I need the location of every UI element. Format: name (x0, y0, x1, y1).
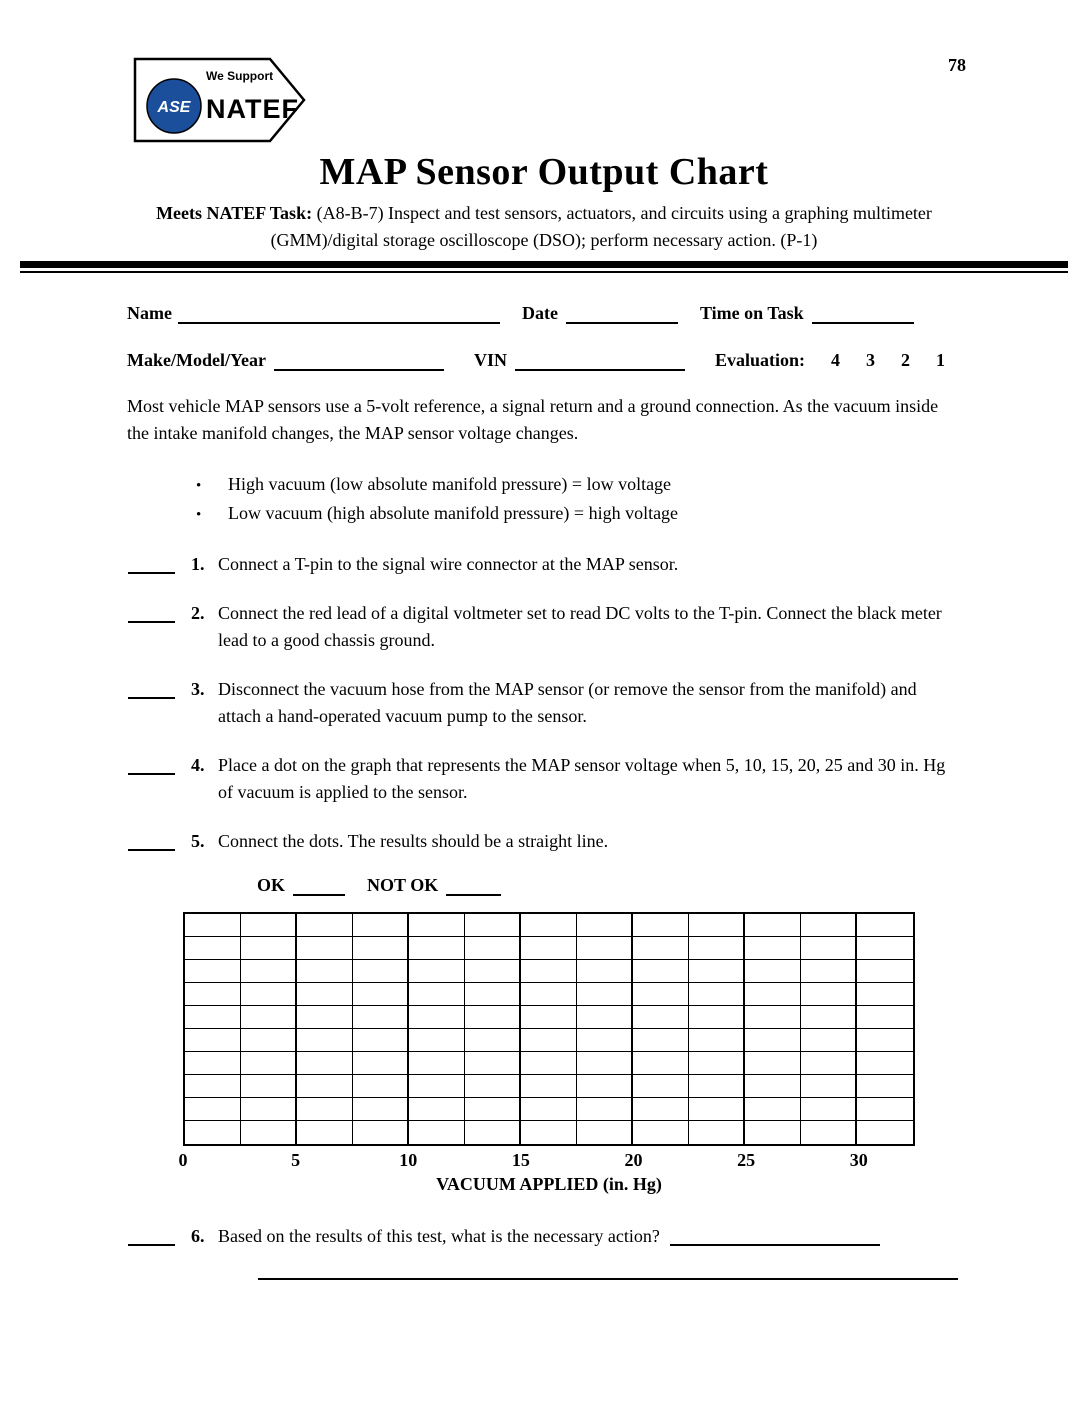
grid-cell (689, 960, 745, 983)
grid-cell (745, 1029, 801, 1052)
grid-cell (689, 1006, 745, 1029)
ase-icon (147, 79, 201, 133)
grid-cell (241, 1121, 297, 1144)
grid-cell (353, 1029, 409, 1052)
bullet-icon: • (196, 478, 202, 494)
step-text: Disconnect the vacuum hose from the MAP sensor (or remove the sensor from the manifold) and attach a hand-operated vacuum pump to the sensor. (218, 679, 917, 726)
grid-cell (633, 983, 689, 1006)
grid-cell (409, 960, 465, 983)
grid-cell (465, 983, 521, 1006)
ok-label: OK (257, 875, 286, 895)
natef-logo (132, 56, 308, 149)
grid-cell (185, 1121, 241, 1144)
grid-cell (857, 937, 913, 960)
step-item-5 (128, 828, 1088, 855)
grid-cell (409, 914, 465, 937)
grid-cell (745, 914, 801, 937)
step-status-blank (128, 558, 175, 574)
grid-cell (353, 1075, 409, 1098)
task-label: Meets NATEF Task: (156, 203, 313, 223)
grid-cell (577, 1052, 633, 1075)
step-text: Connect a T-pin to the signal wire connector at the MAP sensor. (218, 554, 679, 574)
divider-thick (20, 261, 1068, 268)
grid-cell (185, 1098, 241, 1121)
grid-cell (297, 937, 353, 960)
grid-cell (689, 983, 745, 1006)
step-number: 3. (191, 679, 205, 699)
grid-cell (521, 1052, 577, 1075)
grid-cell (689, 1052, 745, 1075)
step-status-blank (128, 835, 175, 851)
grid-cell (297, 1121, 353, 1144)
grid-cell (857, 1052, 913, 1075)
svg-text:ASE: ASE (157, 99, 191, 116)
grid-cell (241, 937, 297, 960)
bullet-item (196, 500, 1088, 529)
question-text: Based on the results of this test, what is the necessary action? (218, 1226, 660, 1246)
question-6 (128, 1223, 1088, 1250)
x-tick-label: 5 (291, 1150, 301, 1170)
grid-cell (241, 1052, 297, 1075)
grid-cell (577, 1098, 633, 1121)
grid-cell (353, 937, 409, 960)
grid-cell (689, 1098, 745, 1121)
grid-cell (857, 1075, 913, 1098)
question-number: 6. (191, 1226, 205, 1246)
divider-thin (20, 271, 1068, 273)
grid-cell (297, 1075, 353, 1098)
grid-cell (633, 937, 689, 960)
evaluation-label: Evaluation: (714, 350, 806, 370)
grid-cell (577, 937, 633, 960)
page-title: MAP Sensor Output Chart (319, 151, 769, 193)
grid-cell (409, 1075, 465, 1098)
grid-cell (185, 960, 241, 983)
natef-text: NATEF (206, 94, 299, 124)
grid-cell (801, 937, 857, 960)
step-text: Connect the red lead of a digital voltmeter set to read DC volts to the T-pin. Connect the black meter lead to a good chassis ground. (218, 603, 942, 650)
grid-cell (745, 1006, 801, 1029)
grid-cell (409, 983, 465, 1006)
grid-cell (857, 1121, 913, 1144)
task-text: (A8-B-7) Inspect and test sensors, actuators, and circuits using a graphing multimeter (GMM)/digital storage oscilloscope (DSO); perform necessary action. (P-1) (270, 203, 932, 250)
grid-cell (521, 1006, 577, 1029)
x-tick-label: 20 (624, 1150, 643, 1170)
grid-cell (465, 1075, 521, 1098)
step-number: 2. (191, 603, 205, 623)
step-number: 1. (191, 554, 205, 574)
grid-cell (801, 960, 857, 983)
grid-cell (241, 1098, 297, 1121)
x-tick-label: 0 (178, 1150, 188, 1170)
grid-cell (185, 1029, 241, 1052)
grid-cell (409, 1121, 465, 1144)
grid-cell (577, 1121, 633, 1144)
grid-cell (633, 914, 689, 937)
grid-cell (409, 1029, 465, 1052)
grid-cell (857, 1029, 913, 1052)
grid-cell (745, 1075, 801, 1098)
grid-cell (185, 1075, 241, 1098)
x-tick-label: 25 (737, 1150, 756, 1170)
grid-cell (353, 1121, 409, 1144)
grid-cell (633, 1006, 689, 1029)
bullet-text: High vacuum (low absolute manifold pressure) = low voltage (228, 474, 672, 494)
grid-cell (689, 1029, 745, 1052)
grid-cell (185, 983, 241, 1006)
step-item-3 (128, 676, 1088, 730)
grid-cell (577, 1075, 633, 1098)
grid-cell (633, 1052, 689, 1075)
grid-cell (745, 1121, 801, 1144)
grid-cell (297, 1098, 353, 1121)
bullet-icon: • (196, 507, 202, 523)
x-tick-label: 10 (399, 1150, 418, 1170)
name-label: Name (127, 303, 172, 323)
grid-cell (689, 1121, 745, 1144)
grid-cell (409, 1006, 465, 1029)
grid-cell (521, 914, 577, 937)
grid-cell (353, 960, 409, 983)
bullet-item (196, 471, 1088, 500)
make-model-year-blank (274, 355, 444, 371)
intro-paragraph: Most vehicle MAP sensors use a 5-volt reference, a signal return and a ground connection. As the vacuum inside the intake manifold changes, the MAP sensor voltage changes. (127, 396, 939, 443)
date-label: Date (521, 303, 558, 323)
grid-cell (577, 914, 633, 937)
x-tick-label: 30 (849, 1150, 868, 1170)
grid-cell (801, 983, 857, 1006)
grid-cell (633, 960, 689, 983)
form-row-identity (127, 303, 1088, 324)
grid-cell (353, 983, 409, 1006)
bullet-list (196, 471, 1088, 529)
grid-cell (409, 937, 465, 960)
grid-cell (353, 1098, 409, 1121)
bullet-text: Low vacuum (high absolute manifold pressure) = high voltage (228, 503, 679, 523)
grid-cell (745, 1098, 801, 1121)
answer-blank (670, 1230, 880, 1246)
grid-cell (857, 1098, 913, 1121)
step-status-blank (128, 607, 175, 623)
evaluation-value-4: 4 (831, 350, 841, 370)
evaluation-value-3: 3 (866, 350, 876, 370)
step-status-blank (128, 1230, 175, 1246)
natef-logo-graphic (132, 56, 308, 144)
grid-cell (465, 1098, 521, 1121)
grid-cell (801, 1121, 857, 1144)
grid-cell (801, 914, 857, 937)
grid-cell (185, 1006, 241, 1029)
grid-cell (521, 937, 577, 960)
step-status-blank (128, 759, 175, 775)
not-ok-label: NOT OK (367, 875, 439, 895)
grid-cell (801, 1006, 857, 1029)
vin-label: VIN (473, 350, 507, 370)
grid-cell (297, 1029, 353, 1052)
grid-cell (297, 960, 353, 983)
grid-cell (521, 1029, 577, 1052)
grid-cell (689, 1075, 745, 1098)
step-number: 5. (191, 831, 205, 851)
grid-cell (241, 1029, 297, 1052)
grid-cell (633, 1075, 689, 1098)
grid-cell (857, 1006, 913, 1029)
grid-cell (465, 1006, 521, 1029)
grid-cell (745, 960, 801, 983)
grid-cell (577, 1006, 633, 1029)
x-tick-label: 15 (511, 1150, 530, 1170)
grid-cell (353, 1052, 409, 1075)
grid-cell (745, 937, 801, 960)
grid-cell (521, 983, 577, 1006)
grid-cell (801, 1029, 857, 1052)
grid-cell (241, 1075, 297, 1098)
step-item-1 (128, 551, 1088, 578)
grid-cell (745, 1052, 801, 1075)
we-support-text: We Support (206, 69, 274, 83)
grid-cell (185, 914, 241, 937)
grid-cell (353, 914, 409, 937)
step-item-4 (128, 752, 1088, 806)
name-blank (178, 308, 500, 324)
grid-cell (857, 960, 913, 983)
grid-cell (577, 1029, 633, 1052)
grid-cell (465, 914, 521, 937)
grid-cell (521, 1098, 577, 1121)
time-on-task-label: Time on Task (699, 303, 804, 323)
vin-blank (515, 355, 685, 371)
grid-cell (801, 1098, 857, 1121)
step-item-2 (128, 600, 1088, 654)
grid-cell (857, 914, 913, 937)
make-model-year-label: Make/Model/Year (127, 350, 266, 370)
grid-cell (409, 1098, 465, 1121)
grid-cell (521, 1121, 577, 1144)
grid-cell (633, 1098, 689, 1121)
grid-cell (633, 1029, 689, 1052)
step-text: Connect the dots. The results should be a straight line. (218, 831, 609, 851)
natef-task-statement (114, 200, 974, 254)
grid-cell (297, 1052, 353, 1075)
grid-cell (297, 983, 353, 1006)
grid-cell (241, 960, 297, 983)
grid-cell (241, 914, 297, 937)
evaluation-value-2: 2 (901, 350, 911, 370)
grid-cell (465, 1052, 521, 1075)
grid-cell (465, 937, 521, 960)
grid-cell (857, 983, 913, 1006)
grid-cell (465, 1121, 521, 1144)
grid-cell (465, 1029, 521, 1052)
x-axis-ticks (178, 1150, 915, 1172)
grid-cell (297, 1006, 353, 1029)
grid-cell (465, 960, 521, 983)
grid-cell (353, 1006, 409, 1029)
answer-continuation-blank (258, 1266, 958, 1280)
not-ok-blank (446, 880, 501, 896)
graph-grid (183, 912, 915, 1146)
step-status-blank (128, 683, 175, 699)
ok-notok-row (257, 875, 1088, 896)
time-on-task-blank (812, 308, 914, 324)
ok-blank (293, 880, 345, 896)
grid-cell (633, 1121, 689, 1144)
step-number: 4. (191, 755, 205, 775)
grid-cell (689, 914, 745, 937)
grid-cell (577, 960, 633, 983)
grid-cell (185, 937, 241, 960)
x-axis-title: VACUUM APPLIED (in. Hg) (436, 1174, 662, 1194)
grid-cell (241, 983, 297, 1006)
page-number: 78 (948, 55, 966, 75)
grid-cell (801, 1052, 857, 1075)
evaluation-value-1: 1 (936, 350, 946, 370)
step-text: Place a dot on the graph that represents the MAP sensor voltage when 5, 10, 15, 20, 25 and 30 in. Hg of vacuum is applied to the sensor. (218, 755, 946, 802)
grid-cell (801, 1075, 857, 1098)
date-blank (566, 308, 678, 324)
grid-cell (689, 937, 745, 960)
grid-cell (745, 983, 801, 1006)
grid-cell (577, 983, 633, 1006)
grid-cell (297, 914, 353, 937)
grid-cell (521, 960, 577, 983)
grid-cell (521, 1075, 577, 1098)
grid-cell (185, 1052, 241, 1075)
form-row-vehicle (127, 350, 1088, 371)
grid-cell (241, 1006, 297, 1029)
grid-cell (409, 1052, 465, 1075)
